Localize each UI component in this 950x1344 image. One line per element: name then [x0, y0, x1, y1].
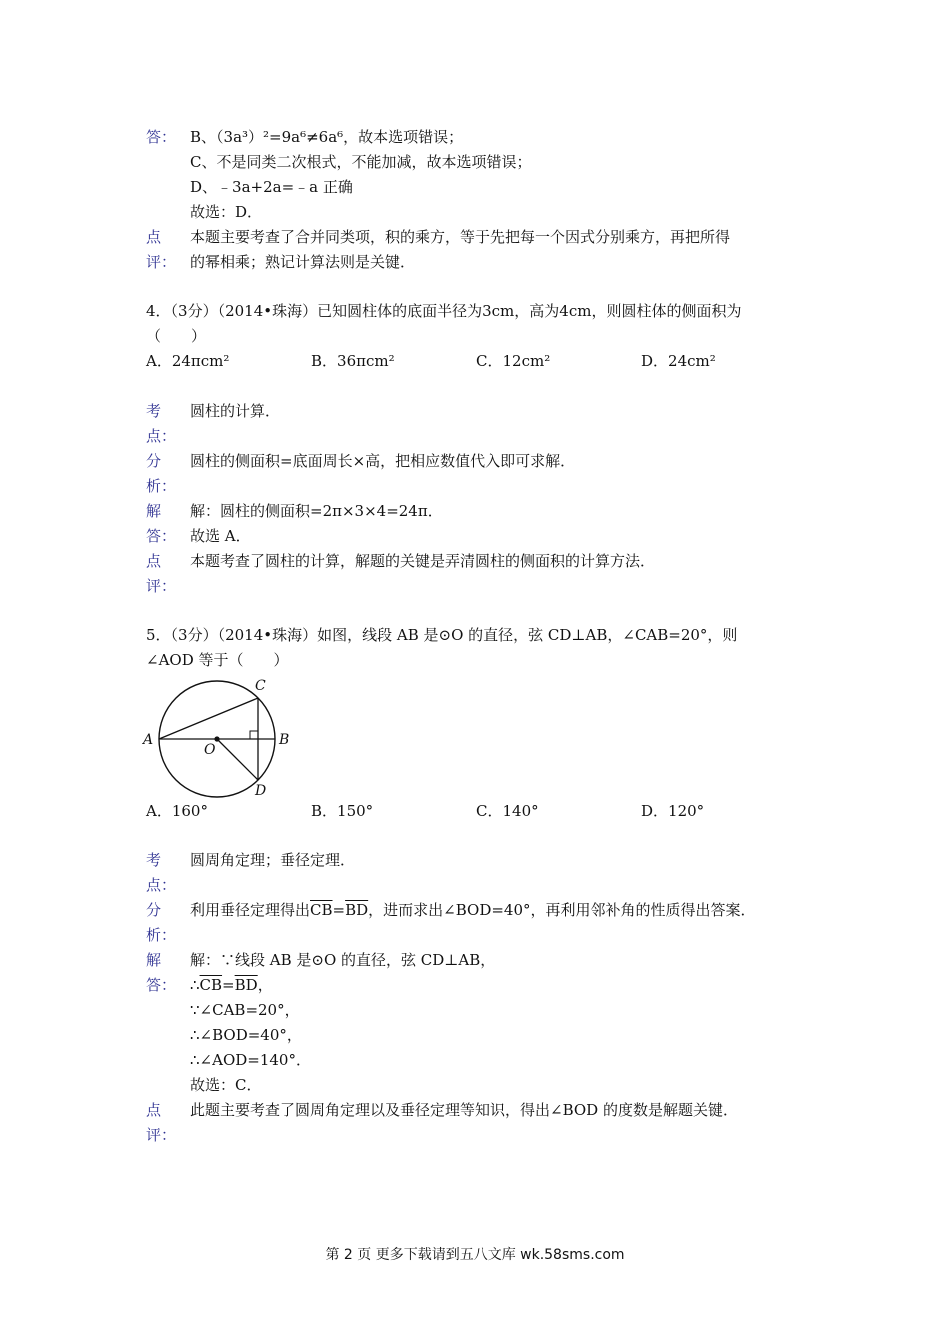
q4-option-b: B．36πcm² — [311, 352, 395, 370]
q5-dp-text: 此题主要考查了圆周角定理以及垂径定理等知识，得出∠BOD 的度数是解题关键． — [190, 1101, 738, 1119]
comment-text-1: 本题主要考查了合并同类项，积的乘方，等于先把每一个因式分别乘方，再把所得 — [190, 228, 731, 246]
comment-text-2: 的幂相乘；熟记计算法则是关键． — [190, 253, 416, 271]
q4-dp-label-1: 点 — [146, 552, 162, 570]
answer-choice: 故选：D． — [190, 203, 263, 221]
q5-jd-text-5: ∴∠AOD=140°． — [190, 1051, 311, 1069]
q5-option-c: C．140° — [476, 802, 539, 820]
q4-fx-text: 圆柱的侧面积=底面周长×高，把相应数值代入即可求解． — [190, 452, 576, 470]
q5-stem-2: ∠AOD 等于（ ） — [146, 651, 289, 669]
q5-kd-label-1: 考 — [146, 851, 162, 869]
segment-ac — [159, 698, 258, 739]
arc-bd-2: $\overline{BD}$ — [234, 976, 258, 994]
q4-stem-2: （ ） — [146, 327, 207, 345]
q5-jd-text-1: 解：∵线段 AB 是⊙O 的直径，弦 CD⊥AB， — [190, 951, 496, 969]
q5-jd-text-6: 故选：C． — [190, 1076, 262, 1094]
q4-dp-text: 本题考查了圆柱的计算，解题的关键是弄清圆柱的侧面积的计算方法． — [190, 552, 656, 570]
q5-fx-label-1: 分 — [146, 901, 162, 919]
arc-cb-2: $\overline{CB}$ — [199, 976, 223, 994]
q4-jd-label-1: 解 — [146, 502, 162, 520]
label-d: D — [255, 783, 267, 799]
label-o: O — [204, 742, 216, 758]
q4-option-c: C．12cm² — [476, 352, 551, 370]
q5-jd-text-4: ∴∠BOD=40°， — [190, 1026, 302, 1044]
q4-kd-label-1: 考 — [146, 402, 162, 420]
q5-jd-text-3: ∵∠CAB=20°， — [190, 1001, 300, 1019]
arc-eq: = — [332, 901, 346, 919]
q5-dp-label-1: 点 — [146, 1101, 162, 1119]
q5-kd-text: 圆周角定理；垂径定理． — [190, 851, 356, 869]
q5-jd-2-post: ， — [257, 976, 273, 994]
q4-jd-text-1: 解：圆柱的侧面积=2π×3×4=24π． — [190, 502, 443, 520]
q5-kd-label-2: 点： — [146, 876, 177, 894]
comment-label: 点 — [146, 228, 162, 246]
q5-fx-pre: 利用垂径定理得出 — [190, 901, 311, 919]
answer-line-c: C、不是同类二次根式，不能加减，故本选项错误； — [190, 153, 532, 171]
arc-cb: $\overline{CB}$ — [310, 901, 333, 919]
q5-fx-text — [190, 899, 756, 921]
q4-option-a: A．24πcm² — [146, 352, 230, 370]
q4-dp-label-2: 评： — [146, 577, 177, 595]
circle-figure — [140, 672, 300, 802]
answer-label: 答： — [146, 128, 177, 146]
q5-fx-post: ，进而求出∠BOD=40°，再利用邻补角的性质得出答案． — [368, 901, 756, 919]
q5-jd-text-2 — [190, 974, 273, 996]
q4-kd-text: 圆柱的计算． — [190, 402, 281, 420]
q4-jd-text-2: 故选 A． — [190, 527, 251, 545]
q4-fx-label-1: 分 — [146, 452, 162, 470]
center-point — [214, 736, 219, 741]
q4-jd-label-2: 答： — [146, 527, 177, 545]
q5-jd-2-pre: ∴ — [190, 976, 200, 994]
label-b: B — [279, 732, 290, 748]
q4-kd-label-2: 点： — [146, 427, 177, 445]
segment-od — [217, 739, 258, 780]
q5-fx-label-2: 析： — [146, 926, 177, 944]
answer-line-d: D、﹣3a+2a=﹣a 正确 — [190, 178, 353, 196]
q5-dp-label-2: 评： — [146, 1126, 177, 1144]
q5-stem-1: 5．（3分）（2014•珠海）如图，线段 AB 是⊙O 的直径，弦 CD⊥AB，∠CAB=20°，则 — [146, 626, 738, 644]
page-footer: 第 2 页 更多下载请到五八文库 wk.58sms.com — [325, 1247, 625, 1263]
arc-eq-2: = — [222, 976, 235, 994]
right-angle-mark — [250, 731, 258, 739]
q5-option-b: B．150° — [311, 802, 374, 820]
label-a: A — [143, 732, 154, 748]
q4-option-d: D．24cm² — [641, 352, 716, 370]
comment-label-2: 评： — [146, 253, 177, 271]
q5-jd-label-2: 答： — [146, 976, 177, 994]
answer-line-b: B、（3a³）²=9a⁶≠6a⁶，故本选项错误； — [190, 128, 464, 146]
q4-fx-label-2: 析： — [146, 477, 177, 495]
q5-jd-label-1: 解 — [146, 951, 162, 969]
q5-option-d: D．120° — [641, 802, 705, 820]
label-c: C — [255, 678, 266, 694]
q4-stem-1: 4．（3分）（2014•珠海）已知圆柱体的底面半径为3cm，高为4cm，则圆柱体的侧面积为 — [146, 302, 742, 320]
q5-option-a: A．160° — [146, 802, 208, 820]
arc-bd: $\overline{BD}$ — [345, 901, 369, 919]
